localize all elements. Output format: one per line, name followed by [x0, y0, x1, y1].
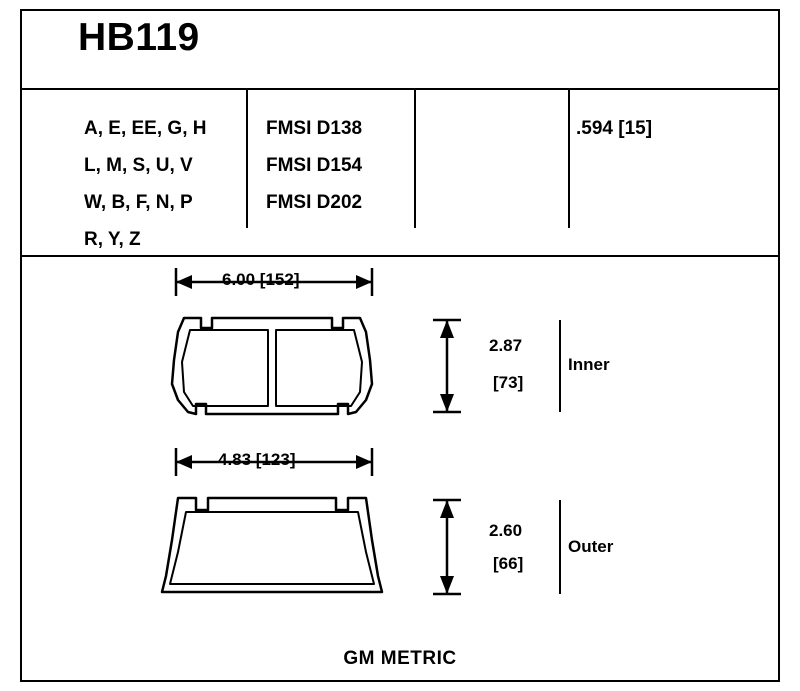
compound-row: A, E, EE, G, H	[84, 118, 207, 139]
fmsi-row: FMSI D138	[266, 118, 363, 139]
caption: GM METRIC	[343, 648, 457, 669]
part-number: HB119	[78, 16, 200, 59]
inner-width-label: 6.00 [152]	[222, 270, 300, 289]
table-rule-top	[22, 88, 778, 90]
table-divider-3	[568, 90, 570, 228]
fmsi-column	[266, 110, 416, 221]
compound-codes-column	[84, 110, 234, 258]
fmsi-row: FMSI D202	[266, 192, 363, 213]
thickness-column	[576, 110, 746, 147]
inner-height-label-value: 2.87	[489, 336, 523, 355]
outer-width-label: 4.83 [123]	[218, 450, 296, 469]
outer-height-label-metric: [66]	[493, 554, 524, 573]
outer-height-label-value: 2.60	[489, 521, 523, 540]
thickness-value: .594 [15]	[576, 118, 653, 139]
outer-side-label: Outer	[568, 537, 614, 556]
compound-row: R, Y, Z	[84, 229, 141, 250]
inner-height-label-metric: [73]	[493, 373, 524, 392]
inner-side-label: Inner	[568, 355, 610, 374]
compound-row: L, M, S, U, V	[84, 155, 193, 176]
fmsi-row: FMSI D154	[266, 155, 363, 176]
table-divider-1	[246, 90, 248, 228]
compound-row: W, B, F, N, P	[84, 192, 193, 213]
